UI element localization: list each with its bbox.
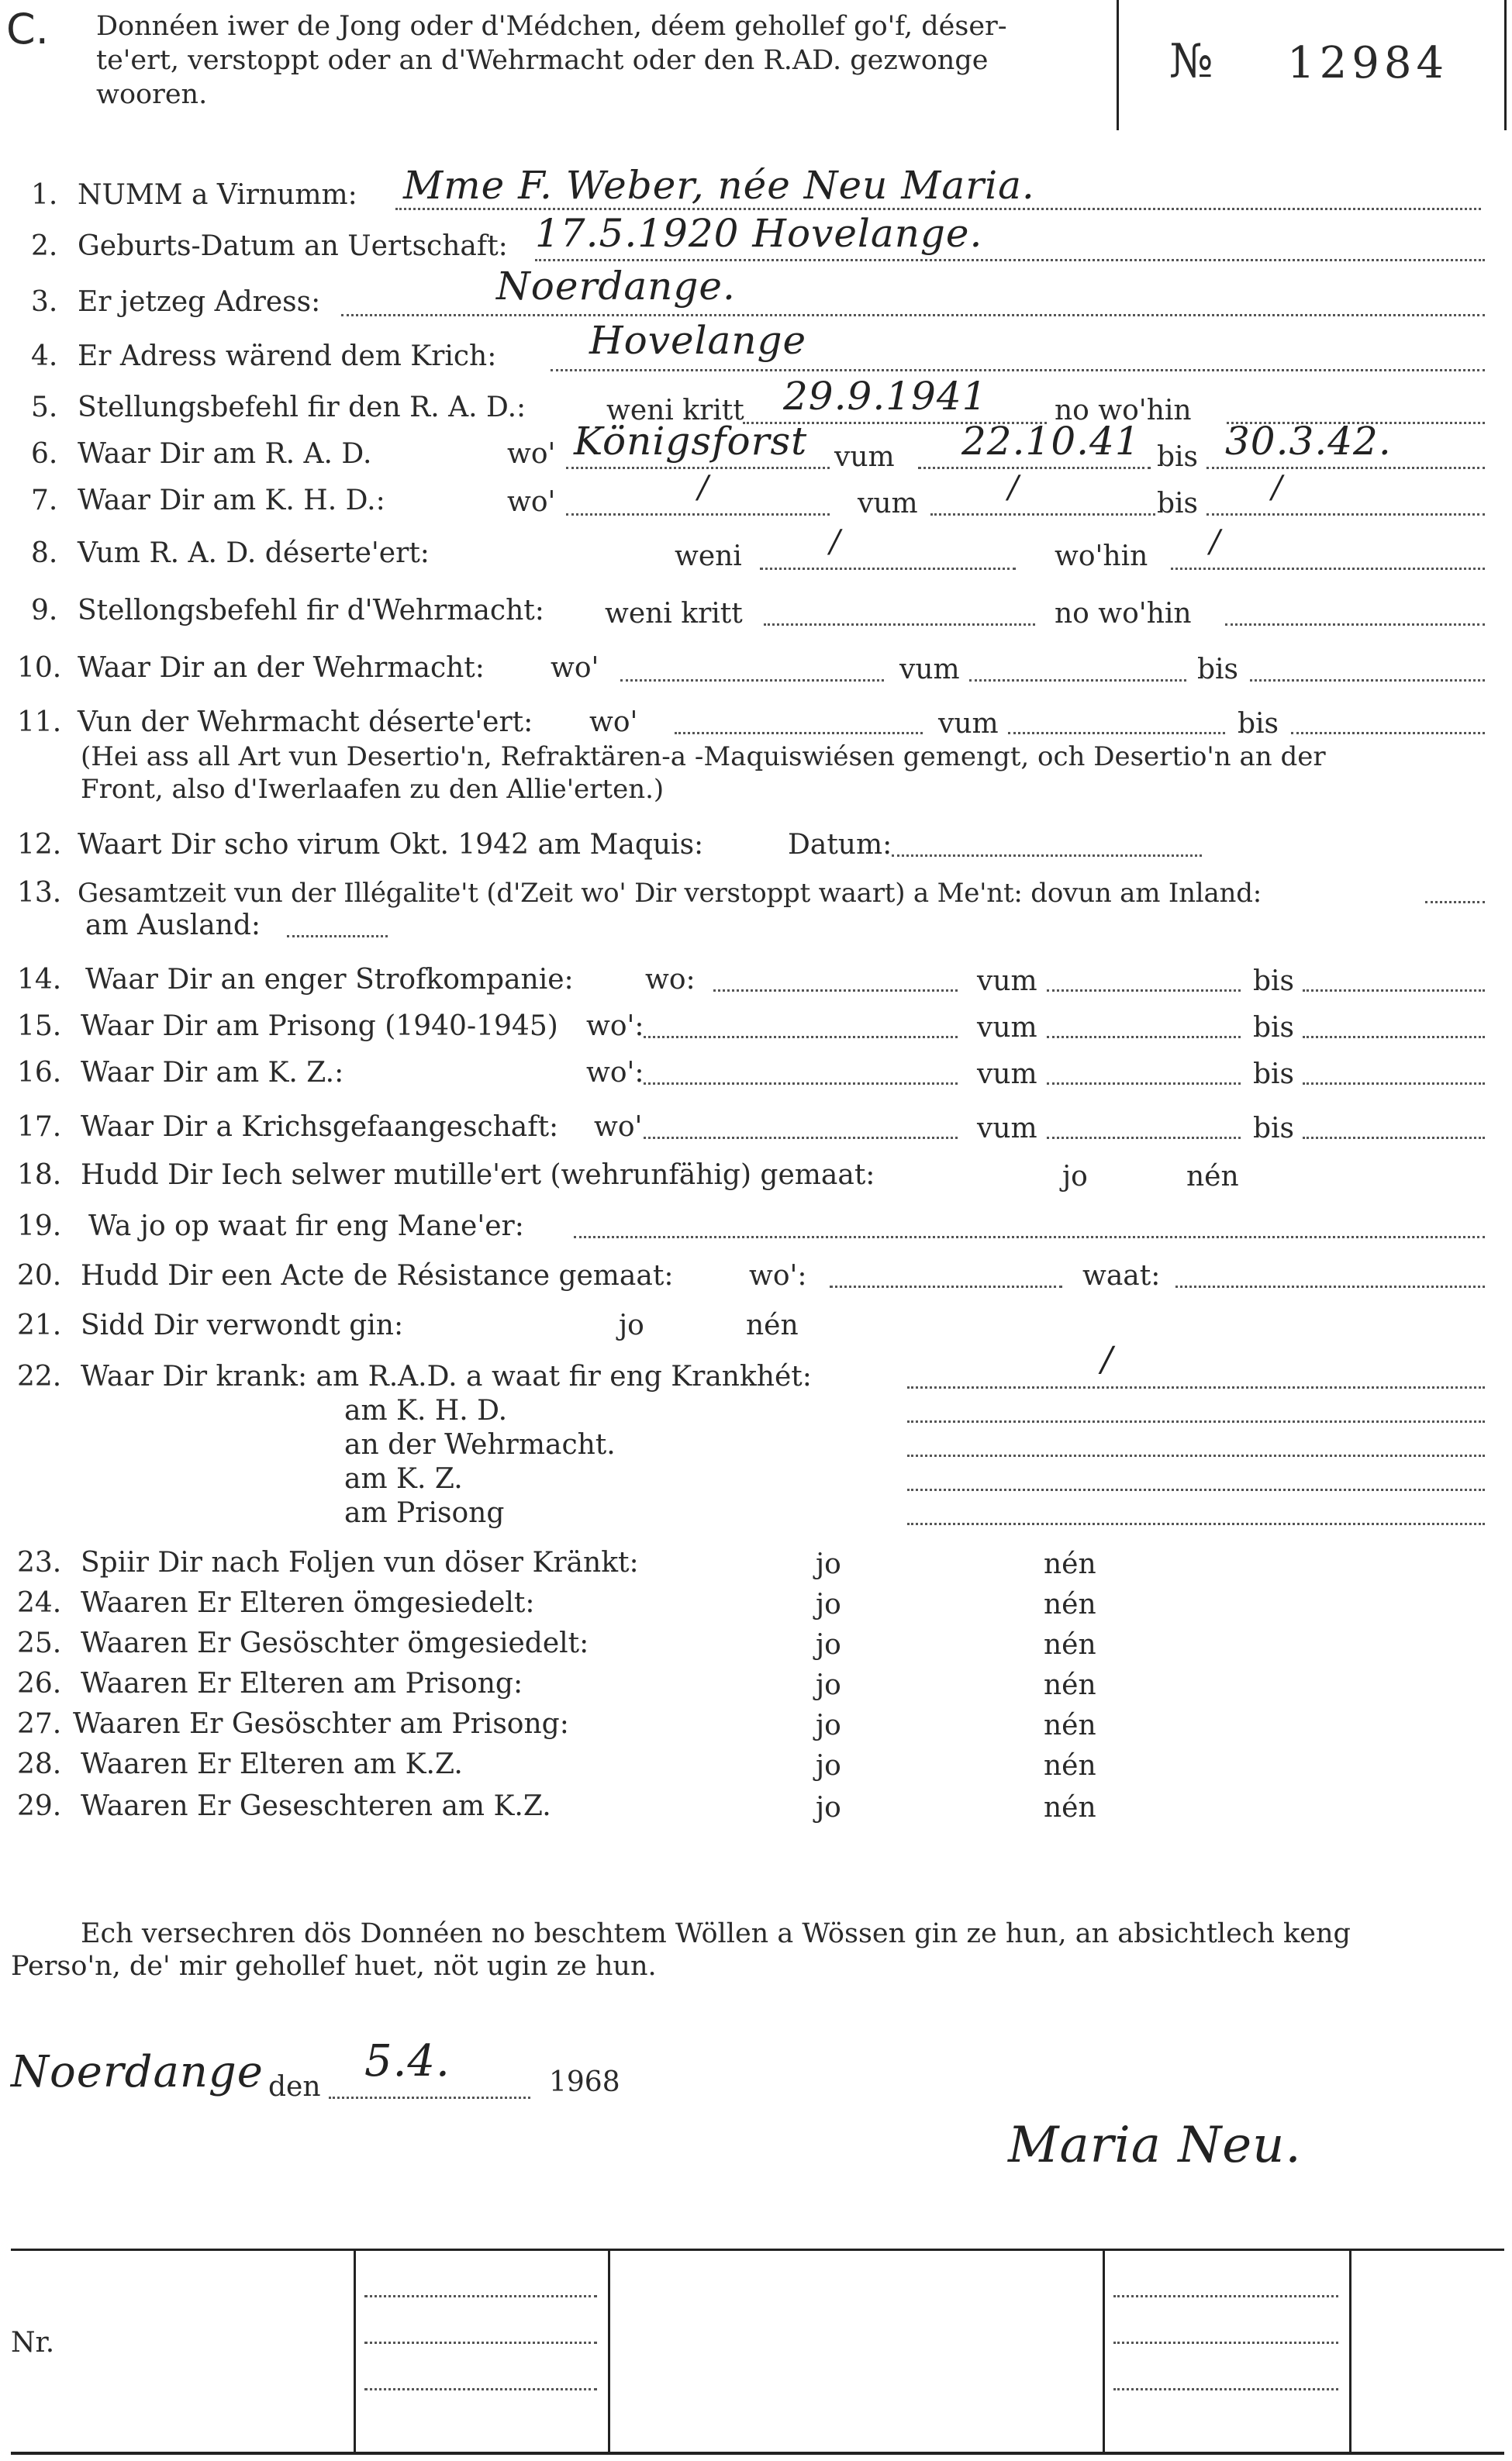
q17-wo-line [644,1137,958,1139]
q8-label: Vum R. A. D. déserte'ert: [78,537,430,569]
q14-bis: bis [1253,965,1295,997]
q17-vum: vum [977,1113,1037,1144]
q20-wo: wo': [749,1260,807,1292]
q2-label: Geburts-Datum an Uertschaft: [78,230,508,262]
year: 1968 [549,2066,620,2098]
q1-num: 1. [31,179,58,211]
footer-dots-3 [364,2388,597,2390]
q22-line-5 [907,1523,1485,1525]
q12-datum: Datum: [788,829,892,861]
q22-line-3 [907,1455,1485,1457]
footer-dots-5 [1113,2342,1338,2344]
q17-vum-line [1047,1137,1241,1139]
q17-num: 17. [17,1111,62,1143]
q7-num: 7. [31,485,58,516]
q24-num: 24. [17,1587,62,1619]
footer-dots-6 [1113,2388,1338,2390]
intro-line-2: te'ert, verstoppt oder an d'Wehrmacht oder den R.AD. gezwonge [96,45,989,76]
q22-line-2 [907,1420,1485,1423]
q25-label: Waaren Er Gesöschter ömgesiedelt: [81,1627,589,1659]
q3-label: Er jetzeg Adress: [78,286,321,318]
q7-vum: vum [858,488,918,519]
q7-bis-answer: / [1272,470,1283,506]
q8-weni-line [760,568,1016,570]
den-label: den [268,2071,321,2103]
q16-vum: vum [977,1058,1037,1090]
q25-nen: nén [1044,1629,1096,1661]
q1-label: NUMM a Virnumm: [78,179,357,211]
q8-num: 8. [31,537,58,569]
q14-wo-line [713,989,958,992]
q10-bis: bis [1197,654,1239,685]
q5-weni: weni kritt [606,395,744,426]
q11-label: Vun der Wehrmacht déserte'ert: [78,706,533,738]
q27-label: Waaren Er Gesöschter am Prisong: [73,1708,569,1740]
q9-weni-line [764,623,1035,626]
q29-jo: jo [816,1792,841,1824]
q15-vum-line [1047,1036,1241,1038]
q8-wohin-line [1171,568,1485,570]
q6-vum-answer: 22.10.41 [961,419,1141,464]
q16-label: Waar Dir am K. Z.: [81,1057,344,1089]
q11-bis: bis [1238,708,1279,740]
q5-num: 5. [31,392,58,423]
q1-answer: Mme F. Weber, née Neu Maria. [403,163,1035,208]
q21-label: Sidd Dir verwondt gin: [81,1310,404,1341]
q15-bis: bis [1253,1012,1295,1044]
q22-label: Waar Dir krank: am R.A.D. a waat fir eng Krankhét: [81,1361,812,1393]
q20-waat: waat: [1082,1260,1161,1292]
q3-answer: Noerdange. [496,264,736,309]
q6-bis-answer: 30.3.42. [1225,419,1392,464]
footer-col-2 [608,2249,610,2452]
footer-dots-1 [364,2295,597,2297]
q4-num: 4. [31,340,58,372]
q23-jo: jo [816,1548,841,1580]
q6-wo: wo' [507,438,556,470]
q7-wo-answer: / [698,470,709,506]
q9-num: 9. [31,595,58,626]
q15-wo: wo': [586,1010,644,1042]
q25-jo: jo [816,1629,841,1661]
date-handwritten: 5.4. [364,2036,450,2086]
date-line [329,2097,530,2099]
q5-label: Stellungsbefehl fir den R. A. D.: [78,392,526,423]
q18-label: Hudd Dir Iech selwer mutille'ert (wehrunfähig) gemaat: [81,1159,875,1191]
q11-note-2: Front, also d'Iwerlaafen zu den Allie'erten.) [81,774,665,805]
place-handwritten: Noerdange [11,2047,264,2097]
q7-vum-answer: / [1008,470,1020,506]
q24-jo: jo [816,1589,841,1621]
q10-wo: wo' [551,652,599,684]
footer-col-4 [1349,2249,1351,2452]
q5-weni-answer: 29.9.1941 [783,374,988,419]
q25-num: 25. [17,1627,62,1659]
q6-num: 6. [31,438,58,470]
q22-sub-3: am K. Z. [344,1463,463,1495]
q8-wohin: wo'hin [1055,540,1148,572]
q7-label: Waar Dir am K. H. D.: [78,485,385,516]
q16-wo-line [644,1082,958,1085]
q11-vum: vum [938,708,999,740]
q9-label: Stellongsbefehl fir d'Wehrmacht: [78,595,544,626]
q13-inland-line [1425,901,1485,903]
q6-wo-answer: Königsforst [574,419,808,464]
q11-num: 11. [17,706,62,738]
q28-label: Waaren Er Elteren am K.Z. [81,1748,463,1780]
q29-label: Waaren Er Geseschteren am K.Z. [81,1790,551,1822]
q16-bis: bis [1253,1058,1295,1090]
footer-dots-4 [1113,2295,1338,2297]
footer-nr-label: Nr. [11,2327,55,2359]
q10-vum: vum [899,654,960,685]
q29-nen: nén [1044,1792,1096,1824]
declaration-line-2: Perso'n, de' mir gehollef huet, nöt ugin ze hun. [11,1951,657,1982]
q23-label: Spiir Dir nach Foljen vun döser Kränkt: [81,1547,639,1579]
q17-wo: wo' [594,1111,643,1143]
q6-wo-line [566,467,830,469]
q18-jo: jo [1062,1161,1088,1193]
q6-bis: bis [1157,441,1199,473]
q6-label: Waar Dir am R. A. D. [78,438,372,470]
q28-num: 28. [17,1748,62,1780]
q13-num: 13. [17,877,62,909]
q2-num: 2. [31,230,58,262]
q11-vum-line [1008,732,1225,734]
q17-bis-line [1303,1137,1485,1139]
q26-jo: jo [816,1669,841,1701]
q4-answer: Hovelange [589,318,807,363]
footer-top-rule [11,2249,1504,2251]
q8-weni-answer: / [830,524,841,560]
q27-jo: jo [816,1710,841,1741]
q15-wo-line [644,1036,958,1038]
q21-jo: jo [619,1310,644,1341]
q17-bis: bis [1253,1113,1295,1144]
intro-line-3: wooren. [96,79,208,110]
q19-line [574,1236,1485,1238]
q22-sub-1: am K. H. D. [344,1395,508,1427]
q18-num: 18. [17,1159,62,1191]
q15-vum: vum [977,1012,1037,1044]
q15-num: 15. [17,1010,62,1042]
q9-wohin: no wo'hin [1055,598,1192,630]
q27-nen: nén [1044,1710,1096,1741]
q11-bis-line [1291,732,1485,734]
q10-num: 10. [17,652,62,684]
q7-wo-line [566,513,830,516]
intro-line-1: Donnéen iwer de Jong oder d'Médchen, déem gehollef go'f, déser- [96,11,1007,42]
q6-vum: vum [834,441,895,473]
signature: Maria Neu. [1008,2117,1302,2174]
q9-wohin-line [1225,623,1485,626]
q28-nen: nén [1044,1750,1096,1782]
q22-sub-2: an der Wehrmacht. [344,1429,616,1461]
section-letter: C. [6,5,49,54]
q14-vum-line [1047,989,1241,992]
q16-bis-line [1303,1082,1485,1085]
q4-label: Er Adress wärend dem Krich: [78,340,497,372]
q15-label: Waar Dir am Prisong (1940-1945) [81,1010,558,1042]
q20-num: 20. [17,1260,62,1292]
q10-bis-line [1250,679,1485,682]
q22-line-4 [907,1489,1485,1491]
q10-wo-line [620,679,884,682]
q16-num: 16. [17,1057,62,1089]
header-right-edge [1504,0,1507,130]
q22-num: 22. [17,1361,62,1393]
q22-answer: / [1101,1340,1113,1379]
q14-label: Waar Dir an enger Strofkompanie: [85,964,574,996]
q3-line [341,314,1485,316]
q18-nen: nén [1186,1161,1239,1193]
q28-jo: jo [816,1750,841,1782]
q27-num: 27. [17,1708,62,1740]
declaration-line-1: Ech versechren dös Donnéen no beschtem Wöllen a Wössen gin ze hun, an absichtlech keng [81,1918,1351,1949]
q15-bis-line [1303,1036,1485,1038]
q13-ausland-line [287,935,388,937]
q12-num: 12. [17,829,62,861]
q7-bis: bis [1157,488,1199,519]
q9-weni: weni kritt [605,598,743,630]
q7-wo: wo' [507,486,556,518]
q20-wo-line [830,1286,1062,1288]
q23-nen: nén [1044,1548,1096,1580]
q21-num: 21. [17,1310,62,1341]
q19-label: Wa jo op waat fir eng Mane'er: [88,1210,524,1242]
q7-bis-line [1206,513,1485,516]
footer-bottom-rule [11,2452,1504,2455]
q14-num: 14. [17,964,62,996]
q8-weni: weni [675,540,742,572]
q10-label: Waar Dir an der Wehrmacht: [78,652,485,684]
footer-col-1 [354,2249,356,2452]
q23-num: 23. [17,1547,62,1579]
number-sign: № [1169,34,1213,88]
q11-note-1: (Hei ass all Art vun Desertio'n, Refraktären-a -Maquiswiésen gemengt, och Desertio'n an der [81,741,1326,772]
q10-vum-line [969,679,1186,682]
q29-num: 29. [17,1790,62,1822]
q5-wohin: no wo'hin [1055,395,1192,426]
q12-label: Waart Dir scho virum Okt. 1942 am Maquis: [78,829,704,861]
q2-line [535,259,1485,261]
q1-line [395,208,1481,210]
q6-bis-line [1206,467,1485,469]
q13-label: Gesamtzeit vun der Illégalite't (d'Zeit wo' Dir verstoppt waart) a Me'nt: dovun am Inland: [78,878,1262,909]
q12-datum-line [892,854,1202,857]
q4-line [551,369,1485,371]
q8-wohin-answer: / [1210,524,1221,560]
q7-vum-line [930,513,1155,516]
q20-waat-line [1175,1286,1485,1288]
q14-vum: vum [977,965,1037,997]
q26-nen: nén [1044,1669,1096,1701]
q14-wo: wo: [645,964,696,996]
q11-wo: wo' [589,706,638,738]
footer-col-3 [1103,2249,1105,2452]
q19-num: 19. [17,1210,62,1242]
q24-nen: nén [1044,1589,1096,1621]
q16-wo: wo': [586,1057,644,1089]
form-number: 12984 [1287,38,1449,88]
q13-label-2: am Ausland: [85,910,261,941]
q3-num: 3. [31,286,58,318]
header-divider [1117,0,1119,130]
q22-line-1 [907,1386,1485,1389]
q26-num: 26. [17,1668,62,1700]
q11-wo-line [675,732,923,734]
q2-answer: 17.5.1920 Hovelange. [535,211,983,256]
q17-label: Waar Dir a Krichsgefaangeschaft: [81,1111,559,1143]
q6-vum-line [918,467,1151,469]
q21-nen: nén [746,1310,799,1341]
q26-label: Waaren Er Elteren am Prisong: [81,1668,523,1700]
footer-dots-2 [364,2342,597,2344]
q20-label: Hudd Dir een Acte de Résistance gemaat: [81,1260,674,1292]
q14-bis-line [1303,989,1485,992]
q24-label: Waaren Er Elteren ömgesiedelt: [81,1587,535,1619]
q16-vum-line [1047,1082,1241,1085]
q22-sub-4: am Prisong [344,1497,505,1529]
